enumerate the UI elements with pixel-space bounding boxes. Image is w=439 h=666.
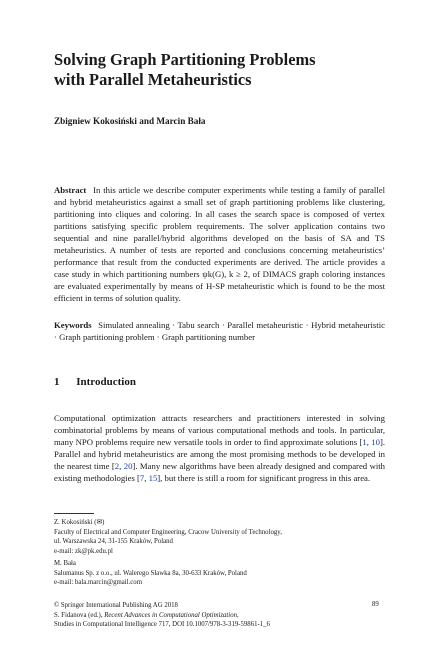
author-2-name: M. Bała (54, 560, 76, 567)
citation-link[interactable]: 7 (139, 473, 145, 483)
citation-link[interactable]: 15 (148, 473, 158, 483)
author-2-footnote (54, 559, 385, 588)
keywords-heading: Keywords (54, 320, 92, 330)
book-reference (54, 611, 385, 621)
intro-text-part-4: ], but there is still a room for significant progress in this area. (157, 473, 371, 483)
intro-paragraph (54, 412, 385, 484)
author-1-affiliation: Faculty of Electrical and Computer Engineering, Cracow University of Technology, (54, 528, 282, 536)
keywords-block (54, 319, 385, 343)
paper-title (54, 50, 384, 90)
copyright-footnote (54, 601, 385, 630)
book-editor: S. Fidanova (ed.), (54, 611, 105, 619)
citation-separator: , (366, 437, 372, 447)
abstract-text: In this article we describe computer experiments while testing a family of parallel and hybrid metaheuristics against a small set of graph partitioning problems like clustering, partitioning into cliques and coloring. In all cases the search space is composed of vertex partitions satisfying specific problem requirements. The solver application contains two sequential and nine parallel/hybrid algorithms developed on the basis of SA and TS metaheuristics. A number of tests are reported and conclusions concerning metaheuristics’ performance that result from the conducted experiments are derived. The article provides a case study in which partitioning numbers ψk(G), k ≥ 2, of DIMACS graph coloring instances are evaluated experimentally by means of H-SP metaheuristic which is found to be the most efficient in terms of solution quality. (54, 185, 385, 303)
author-2-affiliation: Salumanus Sp. z o.o., ul. Walerego Sławka 8a, 30-633 Kraków, Poland (54, 569, 247, 577)
title-line-1: Solving Graph Partitioning Problems (54, 50, 316, 69)
author-2-email: e-mail: bala.marcin@gmail.com (54, 579, 142, 586)
author-list: Zbigniew Kokosiński and Marcin Bała (54, 116, 206, 126)
abstract-heading: Abstract (54, 185, 87, 195)
citation-link[interactable]: 20 (123, 461, 133, 471)
abstract-block (54, 184, 385, 304)
author-1-name: Z. Kokosiński (✉) (54, 519, 105, 526)
book-title: Recent Advances in Computational Optimization, (104, 611, 239, 619)
series-doi: Studies in Computational Intelligence 717, DOI 10.1007/978-3-319-59861-1_6 (54, 621, 270, 628)
author-1-footnote (54, 518, 385, 556)
citation-separator: , (119, 461, 124, 471)
section-heading (54, 376, 136, 388)
title-line-2: with Parallel Metaheuristics (54, 70, 252, 89)
footnote-divider (54, 513, 94, 514)
section-number: 1 (54, 376, 60, 388)
citation-link[interactable]: 10 (371, 437, 380, 447)
intro-text-part-3: ]. Many new algorithms have been already designed and compared with existing methodologies [ (54, 461, 386, 483)
section-title: Introduction (76, 376, 136, 388)
intro-text-part-2: ]. Parallel and hybrid metaheuristics are among the most promising methods to be developed in the nearest time [ (54, 437, 386, 471)
citation-link[interactable]: 1 (362, 437, 367, 447)
page-number: 89 (372, 601, 379, 608)
copyright-line: © Springer International Publishing AG 2018 (54, 602, 178, 609)
author-1-address: ul. Warszawska 24, 31-155 Kraków, Poland (54, 538, 173, 545)
keywords-text: Simulated annealing · Tabu search · Parallel metaheuristic · Hybrid metaheuristic · Graph partitioning problem · Graph partitioning number (54, 320, 385, 342)
citation-separator: , (144, 473, 149, 483)
author-1-email: e-mail: zk@pk.edu.pl (54, 547, 113, 555)
intro-text-part-1: Computational optimization attracts researchers and practitioners interested in solving combinatorial problems by means of various computational methods and tools. In particular, many NPO problems require new versatile tools in order to find approximate solutions [ (54, 413, 385, 447)
citation-link[interactable]: 2 (114, 461, 120, 471)
